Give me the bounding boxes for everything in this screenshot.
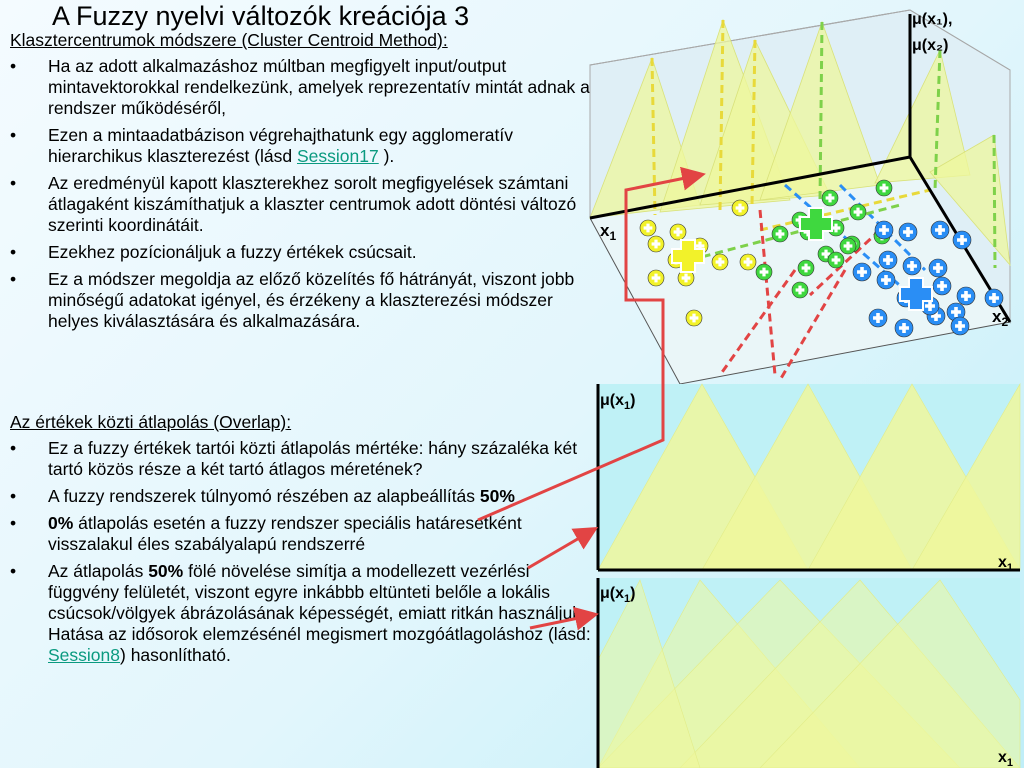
bold-value: 0% (48, 513, 74, 533)
cluster-point-yellow (712, 254, 728, 270)
bullet-text: Az átlapolás (48, 561, 149, 581)
x1-axis-label: $x_1$ (600, 221, 617, 243)
cluster-point-yellow (648, 236, 664, 252)
arrow-to-plot1 (528, 530, 593, 568)
bullet-text: Az eredményül kapott klaszterekhez sorolt megfigyelések számtani átlagaként kiszámíthatjuk a klaszter centrumok adott döntési változó szerinti koordinátáit. (48, 173, 577, 235)
cluster-point-yellow (732, 200, 748, 216)
section2-heading-text: Az értékek közti átlapolás (Overlap) (10, 412, 287, 432)
membership-plot-high-overlap (598, 578, 1020, 768)
cluster-point-blue (951, 317, 969, 335)
bullet-text: Ez a fuzzy értékek tartói közti átlapolás mértéke: hány százaléka két tartó közös része a két tartó átlagos méretének? (48, 438, 578, 479)
slide-title: A Fuzzy nyelvi változók kreációja 3 (52, 1, 470, 31)
bullet-text: Ez a módszer megoldja az előző közelítés fő hátrányát, viszont jobb minőségű adatokat igényel, és érzékeny a klaszterezési módszer helyes kiválasztására és alkalmazására. (48, 269, 575, 331)
plot1-x-label: $x_1$ (998, 554, 1014, 574)
bold-value: 50% (148, 561, 184, 581)
cluster-point-blue (931, 221, 949, 239)
cluster-point-blue (953, 231, 971, 249)
session8-link[interactable]: Session8 (48, 645, 120, 665)
cluster-point-yellow (670, 224, 686, 240)
section2-colon: : (286, 412, 292, 432)
section1-heading-text: Klasztercentrumok módszere (Cluster Centroid Method) (10, 30, 443, 50)
mu-x1-top-label: μ(x₁), (912, 11, 953, 28)
cluster-point-yellow (686, 310, 702, 326)
cluster-point-blue (877, 271, 895, 289)
cluster-point-yellow (640, 220, 656, 236)
plot1-y-label: $\mu(x_1)$ (600, 392, 636, 412)
cluster-point-yellow (648, 270, 664, 286)
cluster-point-green (798, 260, 814, 276)
session17-link[interactable]: Session17 (296, 146, 379, 166)
cluster-point-green (756, 264, 772, 280)
mu-x2-top-label: μ(x₂) (912, 37, 949, 54)
bullet-text: Ha az adott alkalmazáshoz múltban megfigyelt input/output mintavektorokkal rendelkezünk, amelyek reprezentatív mintát adnak a rendszer működéséről, (48, 56, 590, 118)
cluster-point-blue (853, 263, 871, 281)
cluster-point-blue (899, 223, 917, 241)
bullet-text: A fuzzy rendszerek túlnyomó részében az alapbeállítás (48, 486, 480, 506)
plot2-x-label: $x_1$ (998, 749, 1014, 768)
cluster-point-green (772, 226, 788, 242)
cluster-point-green (822, 190, 838, 206)
cluster-point-blue (875, 221, 893, 239)
cluster-point-green (840, 238, 856, 254)
cluster-point-blue (985, 289, 1003, 307)
cluster-point-blue (903, 257, 921, 275)
cluster-point-green (792, 282, 808, 298)
cluster-point-green (828, 252, 844, 268)
cluster-point-blue (933, 277, 951, 295)
bullet-text: ) hasonlítható. (120, 645, 231, 665)
bold-value: 50% (479, 486, 515, 506)
bullet-text: Ezekhez pozícionáljuk a fuzzy értékek csúcsait. (48, 242, 417, 262)
cluster-point-blue (879, 251, 897, 269)
bullet-text: átlapolás esetén a fuzzy rendszer speciális határesetként visszalakul éles szabályalapú rendszerré (48, 513, 522, 554)
membership-plot-50 (598, 384, 1020, 574)
section1-colon: : (442, 30, 448, 50)
bullet-text: ). (378, 146, 395, 166)
cluster-point-blue (895, 319, 913, 337)
cluster-point-blue (929, 259, 947, 277)
cluster-point-green (850, 204, 866, 220)
bullet-text: Ezen a mintaadatbázison végrehajthatunk egy agglomeratív hierarchikus klaszterezést (lásd (48, 125, 514, 166)
cluster-point-green (876, 180, 892, 196)
x2-axis-label: $x_2$ (992, 307, 1009, 329)
plot2-y-label: $\mu(x_1)$ (600, 585, 636, 605)
cluster-point-yellow (740, 254, 756, 270)
bullet-text: fölé növelése simítja a modellezett vezérlési függvény felületét, viszont egyre inkábbb eltünteti belőle a lokális csúcsok/völgyek ábrázolásának képességét, emiatt ritkán használjuk. Hatása az idősorok elemzésénél megismert mozgóátlagoláshoz (lásd: (48, 561, 591, 644)
cluster-point-blue (957, 287, 975, 305)
cluster-point-blue (869, 309, 887, 327)
arrow-to-plot2 (530, 615, 593, 628)
